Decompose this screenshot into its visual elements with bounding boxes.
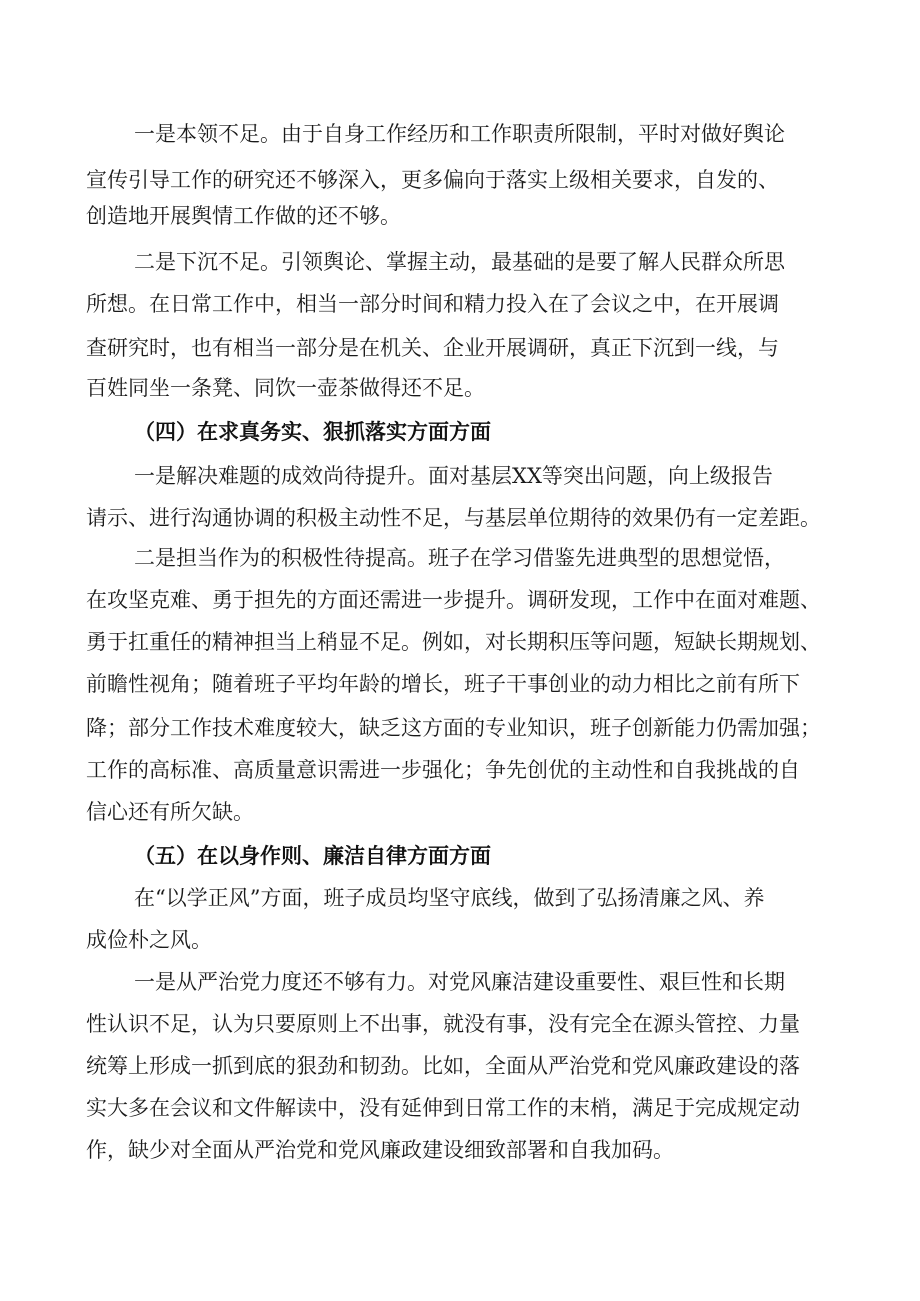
- text-line: 宣传引导工作的研究还不够深入，更多偏向于落实上级相关要求，自发的、: [86, 168, 779, 192]
- text-line: 统筹上形成一抓到底的狠劲和韧劲。比如，全面从严治党和党风廉政建设的落: [86, 1054, 800, 1078]
- text-line: 信心还有所欠缺。: [86, 800, 254, 824]
- text-line: 二是下沉不足。引领舆论、掌握主动，最基础的是要了解人民群众所思: [134, 250, 785, 274]
- text-line: 成俭朴之风。: [86, 928, 212, 952]
- text-line: 所想。在日常工作中，相当一部分时间和精力投入在了会议之中，在开展调: [86, 292, 779, 316]
- text-line: 查研究时，也有相当一部分是在机关、企业开展调研，真正下沉到一线，与: [86, 336, 779, 360]
- text-line: 一是解决难题的成效尚待提升。面对基层XX等突出问题，向上级报告: [134, 464, 773, 488]
- text-line: 勇于扛重任的精神担当上稍显不足。例如，对长期积压等问题，短缺长期规划、: [86, 630, 821, 654]
- text-line: 在“以学正风”方面，班子成员均坚守底线，做到了弘扬清廉之风、养: [134, 886, 765, 910]
- text-line: 创造地开展舆情工作做的还不够。: [86, 204, 401, 228]
- text-line: 性认识不足，认为只要原则上不出事，就没有事，没有完全在源头管控、力量: [86, 1012, 800, 1036]
- text-line: 实大多在会议和文件解读中，没有延伸到日常工作的末梢，满足于完成规定动: [86, 1096, 800, 1120]
- section-heading-5: （五）在以身作则、廉洁自律方面方面: [134, 844, 491, 868]
- text-line: 百姓同坐一条凳、同饮一壶茶做得还不足。: [86, 376, 485, 400]
- text-line: 二是担当作为的积极性待提高。班子在学习借鉴先进典型的思想觉悟，: [134, 546, 785, 570]
- text-line: 请示、进行沟通协调的积极主动性不足，与基层单位期待的效果仍有一定差距。: [86, 506, 821, 530]
- text-line: 作，缺少对全面从严治党和党风廉政建设细致部署和自我加码。: [86, 1138, 674, 1162]
- text-line: 一是从严治党力度还不够有力。对党风廉洁建设重要性、艰巨性和长期: [134, 970, 785, 994]
- text-line: 一是本领不足。由于自身工作经历和工作职责所限制，平时对做好舆论: [134, 122, 785, 146]
- text-line: 工作的高标准、高质量意识需进一步强化；争先创优的主动性和自我挑战的自: [86, 758, 800, 782]
- text-line: 在攻坚克难、勇于担先的方面还需进一步提升。调研发现，工作中在面对难题、: [86, 588, 821, 612]
- section-heading-4: （四）在求真务实、狠抓落实方面方面: [134, 420, 491, 444]
- text-line: 前瞻性视角；随着班子平均年龄的增长，班子干事创业的动力相比之前有所下: [86, 672, 800, 696]
- text-line: 降；部分工作技术难度较大，缺乏这方面的专业知识，班子创新能力仍需加强；: [86, 716, 821, 740]
